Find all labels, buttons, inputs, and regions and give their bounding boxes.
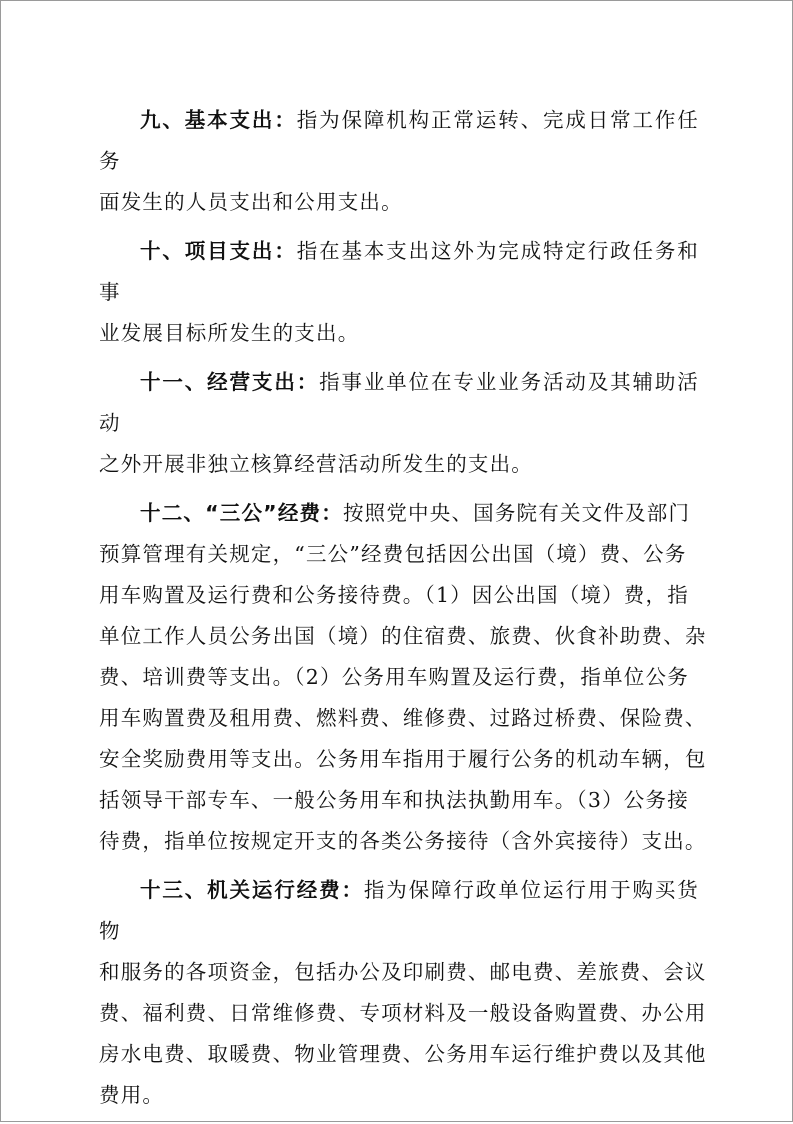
term-agency-operating-funds: 十三、机关运行经费： [140, 878, 364, 902]
document-body [99, 100, 707, 1124]
paragraph-line: 房水电费、取暖费、物业管理费、公务用车运行维护费以及其他 [99, 1042, 707, 1066]
term-operating-expenditure: 十一、经营支出： [140, 370, 320, 394]
paragraph-operating-expenditure [99, 362, 699, 485]
term-basic-expenditure: 九、基本支出： [140, 108, 297, 132]
term-three-public-expenses: 十二、“三公”经费： [140, 501, 343, 525]
paragraph-line: 和服务的各项资金，包括办公及印刷费、邮电费、差旅费、会议 [99, 960, 707, 984]
paragraph-line: 用车购置及运行费和公务接待费。（1）因公出国（境）费，指 [99, 583, 689, 607]
paragraph-agency-operating-funds [99, 870, 707, 1116]
paragraph-project-expenditure [99, 231, 699, 354]
paragraph-line: 单位工作人员公务出国（境）的住宿费、旅费、伙食补助费、杂 [99, 624, 707, 648]
paragraph-line: 按照党中央、国务院有关文件及部门 [342, 501, 691, 525]
paragraph-line: 安全奖励费用等支出。公务用车指用于履行公务的机动车辆，包 [99, 747, 707, 771]
paragraph-line: 费用。 [99, 1083, 165, 1107]
paragraph-line: 括领导干部专车、一般公务用车和执法执勤用车。（3）公务接 [99, 788, 689, 812]
paragraph-basic-expenditure [99, 100, 699, 223]
paragraph-line: 预算管理有关规定，“三公”经费包括因公出国（境）费、公务 [99, 542, 687, 566]
paragraph-line: 指在基本支出这外为完成特定行政任务和事 [99, 239, 699, 304]
paragraph-line: 费、福利费、日常维修费、专项材料及一般设备购置费、办公用 [99, 1001, 707, 1025]
paragraph-line: 指为保障机构正常运转、完成日常工作任务 [99, 108, 699, 173]
paragraph-line: 指为保障行政单位运行用于购买货物 [99, 878, 699, 943]
paragraph-line: 用车购置费及租用费、燃料费、维修费、过路过桥费、保险费、 [99, 706, 707, 730]
paragraph-line: 业发展目标所发生的支出。 [99, 321, 360, 345]
paragraph-line: 面发生的人员支出和公用支出。 [99, 190, 403, 214]
paragraph-line: 费、培训费等支出。（2）公务用车购置及运行费，指单位公务 [99, 665, 689, 689]
paragraph-line: 指事业单位在专业业务活动及其辅助活动 [99, 370, 699, 435]
term-project-expenditure: 十、项目支出： [140, 239, 297, 263]
paragraph-line: 之外开展非独立核算经营活动所发生的支出。 [99, 452, 533, 476]
paragraph-three-public-expenses [99, 493, 707, 862]
paragraph-line: 待费，指单位按规定开支的各类公务接待（含外宾接待）支出。 [99, 829, 707, 853]
